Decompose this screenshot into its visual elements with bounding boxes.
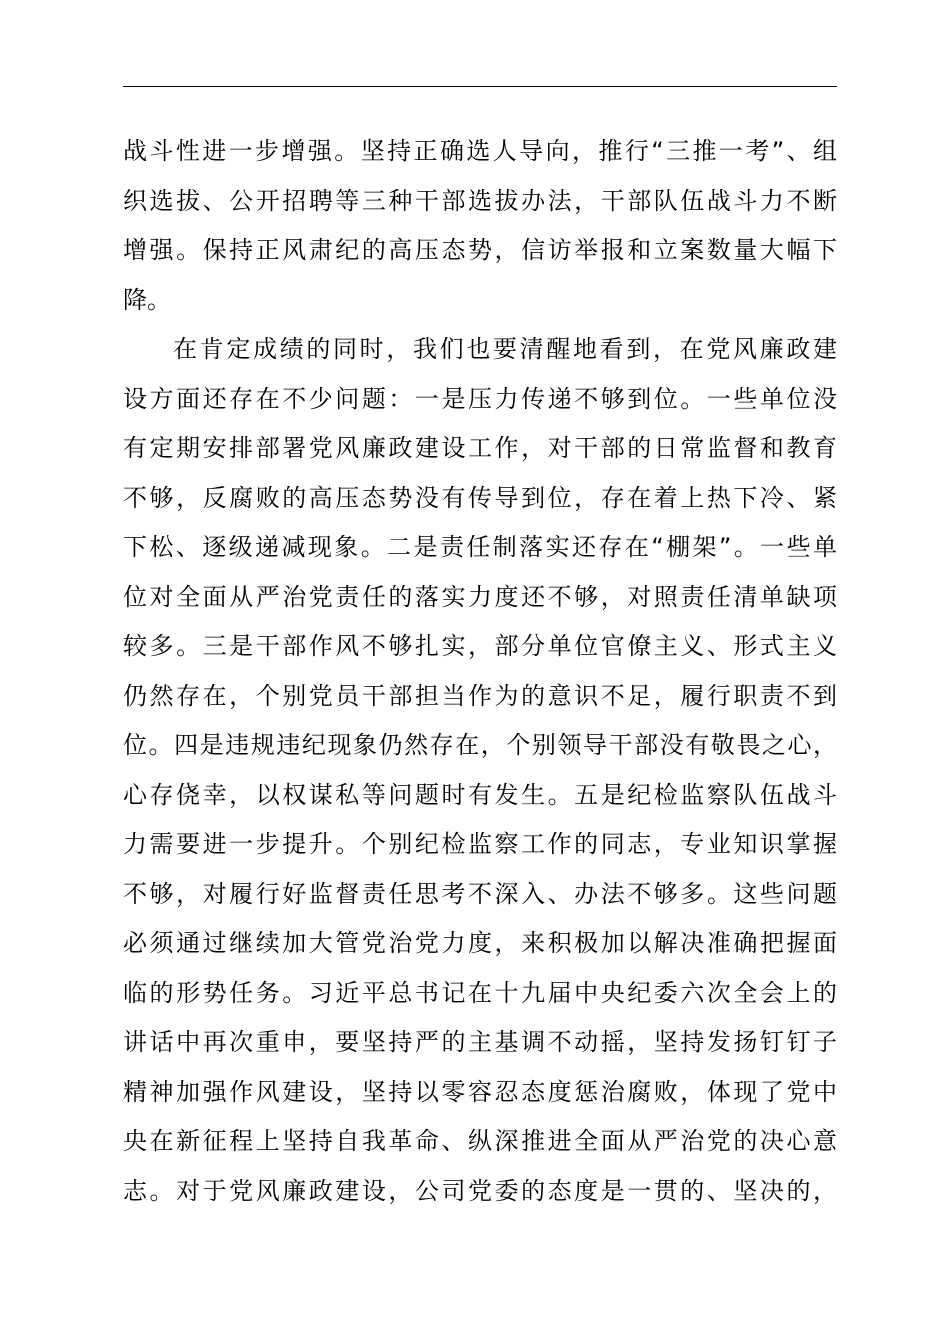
text-line: 较多。三是干部作风不够扎实，部分单位官僚主义、形式主义 [123,632,837,660]
text-line: 必须通过继续加大管党治党力度，来积极加以解决准确把握面 [123,929,837,957]
text-line: 仍然存在，个别党员干部担当作为的意识不足，履行职责不到 [123,681,837,710]
text-line: 战斗性进一步增强。坚持正确选人导向，推行“三推一考”、组 [123,137,837,165]
text-line: 不够，反腐败的高压态势没有传导到位，存在着上热下冷、紧 [123,483,837,512]
text-line: 设方面还存在不少问题：一是压力传递不够到位。一些单位没 [123,384,837,413]
paragraph-first-line: 在肯定成绩的同时，我们也要清醒地看到，在党风廉政建 [173,335,837,363]
text-line: 位对全面从严治党责任的落实力度还不够，对照责任清单缺项 [123,582,837,611]
text-line: 讲话中再次重申，要坚持严的主基调不动摇，坚持发扬钉钉子 [123,1028,837,1056]
text-line: 位。四是违规违纪现象仍然存在，个别领导干部没有敬畏之心， [123,731,837,759]
text-line: 增强。保持正风肃纪的高压态势，信访举报和立案数量大幅下 [123,236,837,264]
text-line: 临的形势任务。习近平总书记在十九届中央纪委六次全会上的 [123,978,837,1007]
text-line: 有定期安排部署党风廉政建设工作，对干部的日常监督和教育 [123,434,837,462]
text-line: 降。 [123,285,171,314]
text-line: 力需要进一步提升。个别纪检监察工作的同志，专业知识掌握 [123,830,837,858]
text-line: 织选拔、公开招聘等三种干部选拔办法，干部队伍战斗力不断 [123,186,837,215]
text-line: 志。对于党风廉政建设，公司党委的态度是一贯的、坚决的， [123,1176,837,1205]
text-line: 下松、逐级递减现象。二是责任制落实还存在“棚架”。一些单 [123,533,837,561]
text-line: 不够，对履行好监督责任思考不深入、办法不够多。这些问题 [123,879,837,908]
text-line: 心存侥幸，以权谋私等问题时有发生。五是纪检监察队伍战斗 [123,780,837,809]
header-rule [123,86,837,87]
text-line: 央在新征程上坚持自我革命、纵深推进全面从严治党的决心意 [123,1127,837,1155]
body-text [123,127,837,1216]
text-line: 精神加强作风建设，坚持以零容忍态度惩治腐败，体现了党中 [123,1077,837,1106]
